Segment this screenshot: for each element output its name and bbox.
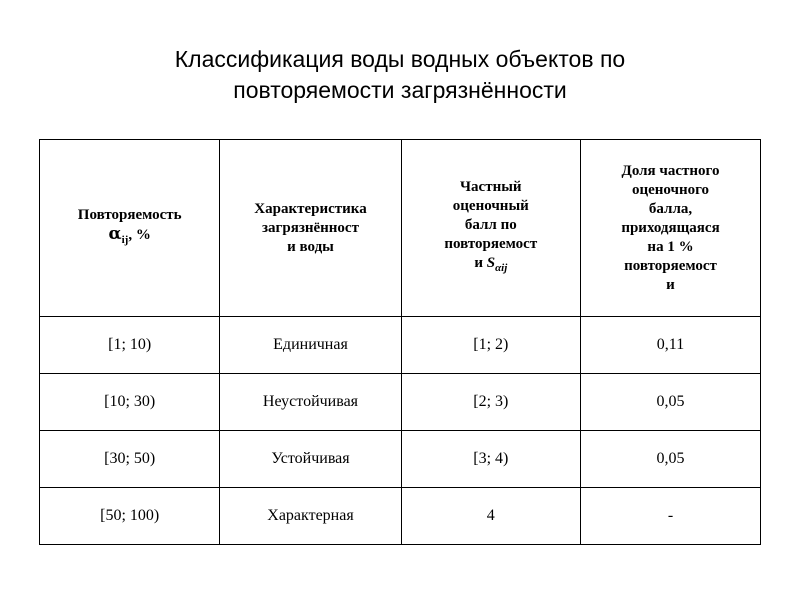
alpha-symbol: α [108, 224, 122, 244]
slide-title-line-1: Классификация воды водных объектов по [174, 46, 626, 72]
header-repeatability-suffix: , % [128, 227, 151, 243]
header-partial-score [401, 140, 580, 317]
slide-title-line-2: повторяемости загрязнённости [233, 77, 567, 103]
table-header [40, 140, 761, 317]
header-share-line-2: оценочного [631, 181, 710, 198]
header-partial-score-line-2: оценочный [452, 198, 529, 214]
cell-share: 0,11 [581, 317, 761, 374]
header-partial-score-prefix: и [474, 255, 487, 271]
cell-share: 0,05 [581, 431, 761, 488]
table-body [40, 317, 761, 545]
header-repeatability-label: Повторяемость [77, 207, 182, 223]
header-share [581, 140, 761, 317]
header-repeatability-symbol-line [44, 225, 215, 250]
cell-score: 4 [401, 488, 580, 545]
header-share-line-4: приходящаяся [621, 219, 720, 236]
header-partial-score-line-4: повторяемост [444, 236, 538, 252]
cell-share: 0,05 [581, 374, 761, 431]
cell-characteristic: Неустойчивая [220, 374, 401, 431]
header-row [40, 140, 761, 317]
cell-characteristic: Единичная [220, 317, 401, 374]
table-row [40, 374, 761, 431]
classification-table [39, 139, 761, 545]
header-partial-score-line-5 [406, 254, 576, 278]
cell-repeatability: [50; 100) [40, 488, 220, 545]
cell-repeatability: [30; 50) [40, 431, 220, 488]
header-characteristic-line-1: Характеристика [254, 200, 367, 217]
header-share-line-1: Доля частного [621, 162, 720, 179]
cell-repeatability: [10; 30) [40, 374, 220, 431]
cell-score: [2; 3) [401, 374, 580, 431]
header-characteristic [220, 140, 401, 317]
cell-repeatability: [1; 10) [40, 317, 220, 374]
header-share-line-3: балла, [648, 200, 693, 217]
alpha-subscript: ij [121, 234, 129, 246]
cell-characteristic: Характерная [220, 488, 401, 545]
header-share-line-6: повторяемост [624, 257, 717, 274]
slide-title [0, 44, 800, 106]
cell-share: - [581, 488, 761, 545]
cell-characteristic: Устойчивая [220, 431, 401, 488]
header-share-line-7: и [666, 276, 675, 293]
header-partial-score-line-3: балл по [464, 217, 517, 233]
cell-score: [3; 4) [401, 431, 580, 488]
header-repeatability [40, 140, 220, 317]
table-row [40, 317, 761, 374]
header-characteristic-line-3: и воды [287, 238, 334, 255]
cell-score: [1; 2) [401, 317, 580, 374]
header-characteristic-line-2: загрязнённост [262, 219, 359, 236]
s-subscript: αij [495, 262, 508, 274]
s-symbol: S [486, 255, 496, 271]
table-row [40, 431, 761, 488]
header-partial-score-line-1: Частный [460, 179, 522, 195]
table-row [40, 488, 761, 545]
header-share-line-5: на 1 % [647, 238, 694, 255]
